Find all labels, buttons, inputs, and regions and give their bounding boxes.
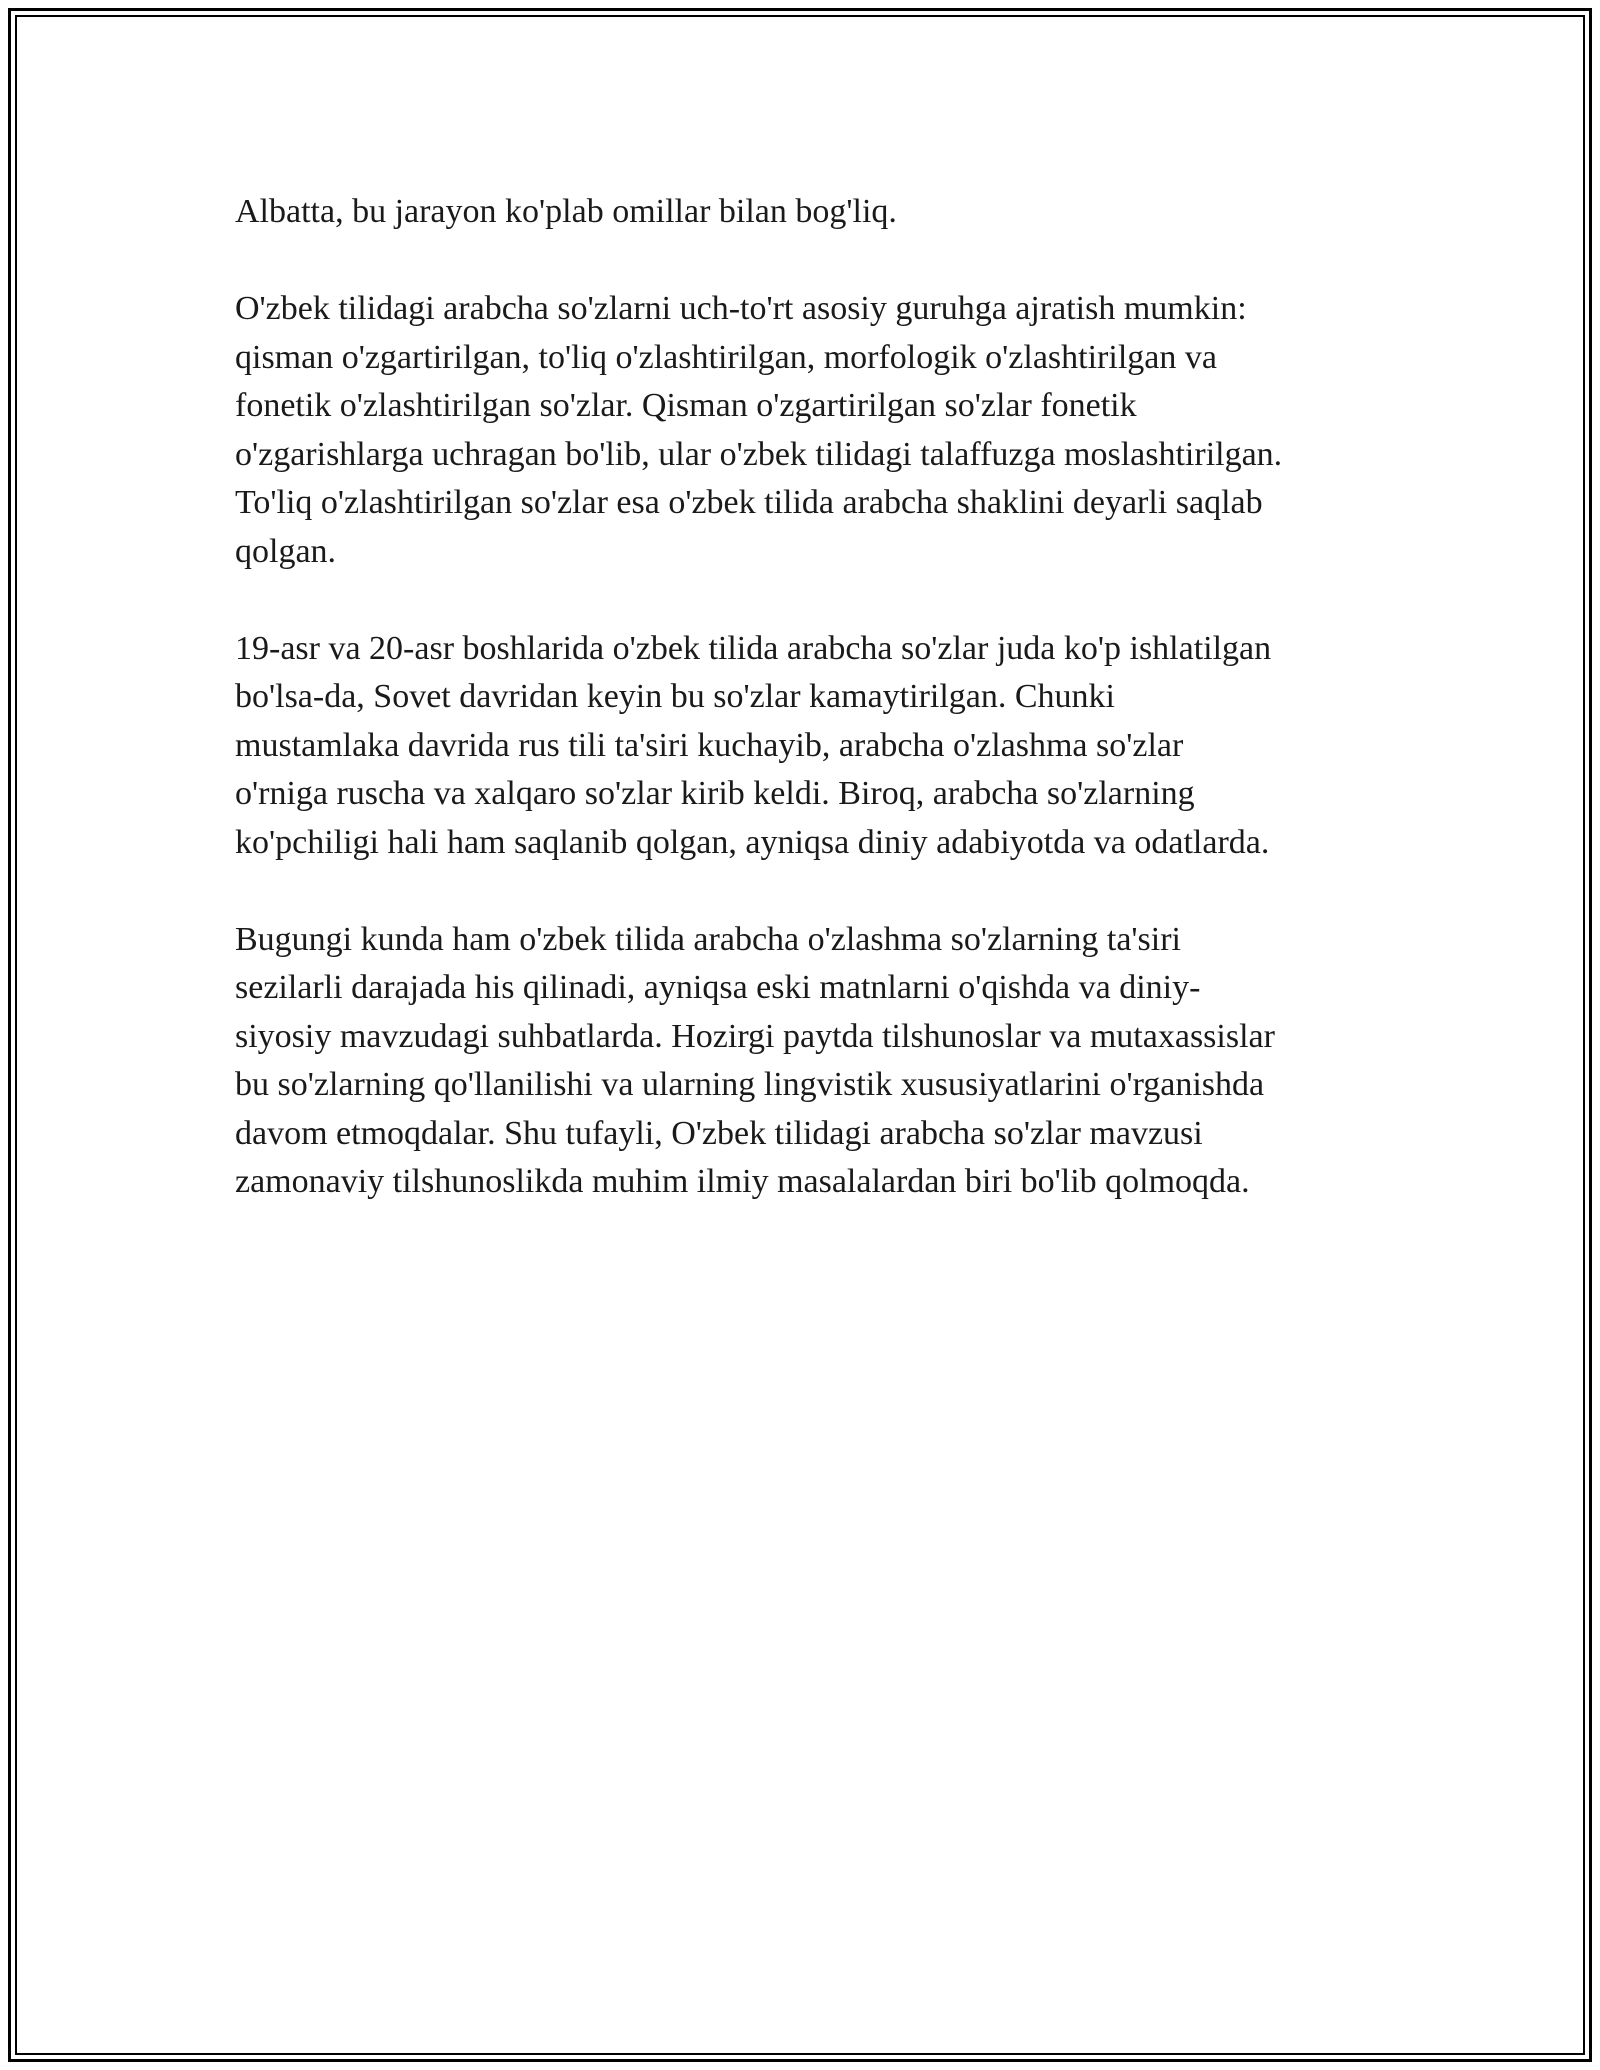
- paragraph-line: ko'pchiligi hali ham saqlanib qolgan, ayniqsa diniy adabiyotda va odatlarda.: [235, 823, 1270, 861]
- paragraph-line: o'rniga ruscha va xalqaro so'zlar kirib keldi. Biroq, arabcha so'zlarning: [235, 775, 1195, 812]
- paragraph-line: 19-asr va 20-asr boshlarida o'zbek tilida arabcha so'zlar juda ko'p ishlatilgan: [235, 629, 1272, 667]
- paragraph-line: fonetik o'zlashtirilgan so'zlar. Qisman o'zgartirilgan so'zlar fonetik: [235, 387, 1137, 424]
- paragraph-line: qisman o'zgartirilgan, to'liq o'zlashtirilgan, morfologik o'zlashtirilgan va: [235, 338, 1217, 376]
- paragraph-line: bu so'zlarning qo'llanilishi va ularning lingvistik xususiyatlarini o'rganishda: [235, 1066, 1265, 1103]
- paragraph-1: [235, 188, 1375, 237]
- paragraph-line: sezilarli darajada his qilinadi, ayniqsa eski matnlarni o'qishda va diniy-: [235, 969, 1201, 1006]
- paragraph-2: [235, 285, 1375, 576]
- paragraph-line: mustamlaka davrida rus tili ta'siri kuchayib, arabcha o'zlashma so'zlar: [235, 726, 1184, 764]
- paragraph-line: Bugungi kunda ham o'zbek tilida arabcha o'zlashma so'zlarning ta'siri: [235, 920, 1182, 958]
- paragraph-line: zamonaviy tilshunoslikda muhim ilmiy masalalardan biri bo'lib qolmoqda.: [235, 1163, 1250, 1200]
- paragraph-line: To'liq o'zlashtirilgan so'zlar esa o'zbek tilida arabcha shaklini deyarli saqlab: [235, 484, 1263, 521]
- paragraph-line: davom etmoqdalar. Shu tufayli, O'zbek tilidagi arabcha so'zlar mavzusi: [235, 1114, 1203, 1152]
- paragraph-line: siyosiy mavzudagi suhbatlarda. Hozirgi paytda tilshunoslar va mutaxassislar: [235, 1017, 1275, 1055]
- document-body: [235, 188, 1375, 1255]
- paragraph-line: Albatta, bu jarayon ko'plab omillar bilan bog'liq.: [235, 193, 897, 230]
- paragraph-4: [235, 916, 1375, 1207]
- paragraph-line: bo'lsa-da, Sovet davridan keyin bu so'zlar kamaytirilgan. Chunki: [235, 678, 1115, 715]
- paragraph-line: O'zbek tilidagi arabcha so'zlarni uch-to'rt asosiy guruhga ajratish mumkin:: [235, 290, 1247, 327]
- paragraph-line: o'zgarishlarga uchragan bo'lib, ular o'zbek tilidagi talaffuzga moslashtirilgan.: [235, 435, 1283, 473]
- paragraph-3: [235, 625, 1375, 868]
- paragraph-line: qolgan.: [235, 532, 337, 570]
